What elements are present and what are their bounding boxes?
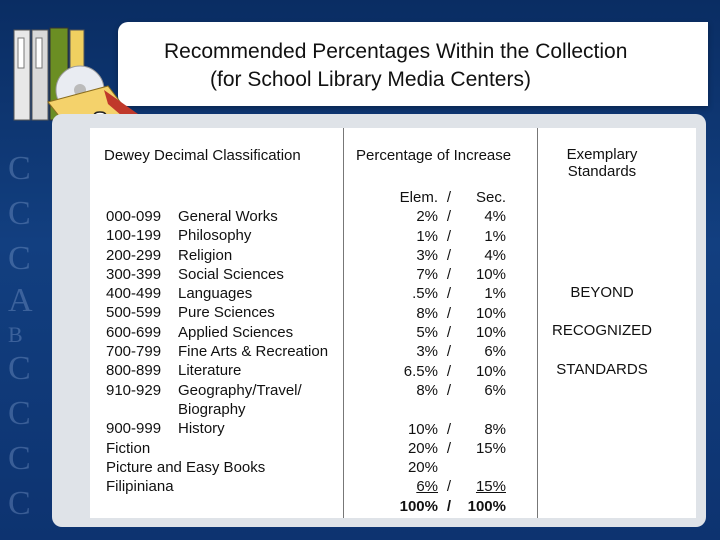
dewey-code [106,400,178,419]
dewey-row [106,419,328,438]
value-separator: / [446,304,452,322]
dewey-code: 000-099 [106,208,162,225]
value-separator: / [446,246,452,264]
dewey-label: Fine Arts & Recreation [178,343,329,361]
sec-value: 15% [475,478,506,496]
value-separator: / [446,478,452,496]
elem-value: .5% [412,285,438,303]
dewey-label: Geography/Travel/ [178,381,302,399]
elem-value: 3% [416,246,438,264]
standard-recognized: RECOGNIZED [551,322,652,339]
percentage-row [388,362,506,381]
collection-row: Picture and Easy Books [106,458,266,476]
dewey-label: Applied Sciences [178,323,294,341]
header-dewey: Dewey Decimal Classification [104,147,301,164]
column-divider [537,128,538,518]
elem-value: 20% [407,439,438,457]
value-separator: / [446,362,452,380]
sec-value: 10% [475,362,506,380]
bg-letter: C [8,485,31,522]
percentage-row [388,323,506,342]
dewey-list [106,207,328,496]
dewey-label: Philosophy [178,227,252,245]
percentage-row [388,207,506,226]
value-separator: / [446,189,452,206]
value-separator: / [446,208,452,226]
value-separator: / [446,497,452,515]
percentage-row [388,246,506,265]
dewey-label: Languages [178,285,253,303]
sec-value: 1% [484,227,506,245]
dewey-label: Social Sciences [178,265,284,283]
value-separator: / [446,420,452,438]
percentage-row [388,265,506,284]
dewey-code: 600-699 [106,323,162,341]
dewey-label: Pure Sciences [178,304,275,322]
elem-value: 1% [416,227,438,245]
dewey-code: 910-929 [106,381,162,399]
sec-value: 1% [484,285,506,303]
sec-value: 4% [484,208,506,226]
dewey-label: General Works [178,208,278,225]
elem-value: 20% [407,459,438,477]
bg-letter: C [8,240,31,277]
bg-letter: B [8,322,23,347]
elem-value: 8% [416,381,438,399]
bg-letter: C [8,440,31,477]
standard-beyond: BEYOND [570,284,634,301]
dewey-row [106,381,328,400]
percentage-row [388,284,506,303]
value-separator: / [446,285,452,303]
dewey-label: Literature [178,362,242,380]
elem-value: 6% [416,478,438,496]
sec-value: 15% [475,439,506,457]
percentage-header-row [388,188,506,207]
dewey-row [106,207,328,226]
dewey-code: 300-399 [106,265,162,283]
dewey-code: 800-899 [106,362,162,380]
value-separator: / [446,266,452,284]
sec-value: 4% [484,246,506,264]
elem-value: 10% [407,420,438,438]
collection-row: Filipiniana [106,478,174,496]
percentage-row [388,439,506,458]
value-separator: / [446,439,452,457]
elem-value: Elem. [399,189,438,206]
dewey-code: 400-499 [106,285,162,303]
bg-letter: C [8,150,31,187]
value-separator: / [446,324,452,342]
dewey-row [106,265,328,284]
sec-value: 6% [484,343,506,361]
percentage-row [388,342,506,361]
header-exemplary-line-1: Exemplary [566,146,638,163]
header-exemplary-line-2: Standards [567,163,637,180]
elem-value: 100% [399,497,438,515]
dewey-code: 700-799 [106,343,162,361]
title-line-2: (for School Library Media Centers) [210,68,531,91]
dewey-row [106,361,328,380]
dewey-code: 100-199 [106,227,162,245]
spacer [388,400,506,419]
dewey-label: Religion [178,246,233,264]
standard-standards: STANDARDS [556,361,648,378]
percentage-list [388,188,506,516]
value-separator: / [446,343,452,361]
page-title [164,38,704,94]
column-divider [343,128,344,518]
dewey-row [106,226,328,245]
percentage-total-row [388,497,506,516]
dewey-code: 500-599 [106,304,162,322]
sec-value: 8% [484,420,506,438]
elem-value: 8% [416,304,438,322]
sec-value: Sec. [475,189,506,206]
bg-letter: C [8,395,31,432]
dewey-row [106,246,328,265]
percentage-row [388,304,506,323]
percentage-row [388,227,506,246]
elem-value: 2% [416,208,438,226]
dewey-code: 900-999 [106,420,162,438]
collection-row: Fiction [106,439,151,457]
elem-value: 7% [416,266,438,284]
value-separator: / [446,381,452,399]
percentage-row [388,458,506,477]
elem-value: 3% [416,343,438,361]
dewey-row [106,303,328,322]
bg-letter: A [8,282,33,319]
dewey-label: Biography [178,400,246,418]
bg-letter: C [8,195,31,232]
title-line-1: Recommended Percentages Within the Collection [164,40,628,63]
percentage-row [388,477,506,496]
percentage-row [388,381,506,400]
bg-letter: C [8,350,31,387]
sec-value: 10% [475,304,506,322]
sec-value: 10% [475,324,506,342]
sec-value: 10% [475,266,506,284]
sec-value: 100% [467,497,506,515]
dewey-row [106,284,328,303]
dewey-code: 200-299 [106,246,162,264]
dewey-row [106,342,328,361]
value-separator: / [446,227,452,245]
sec-value: 6% [484,381,506,399]
percentage-row [388,420,506,439]
dewey-row [106,323,328,342]
header-percentage: Percentage of Increase [356,147,512,164]
dewey-row [106,400,328,419]
elem-value: 6.5% [403,362,438,380]
elem-value: 5% [416,324,438,342]
header-exemplary [542,146,662,180]
dewey-label: History [178,420,225,438]
